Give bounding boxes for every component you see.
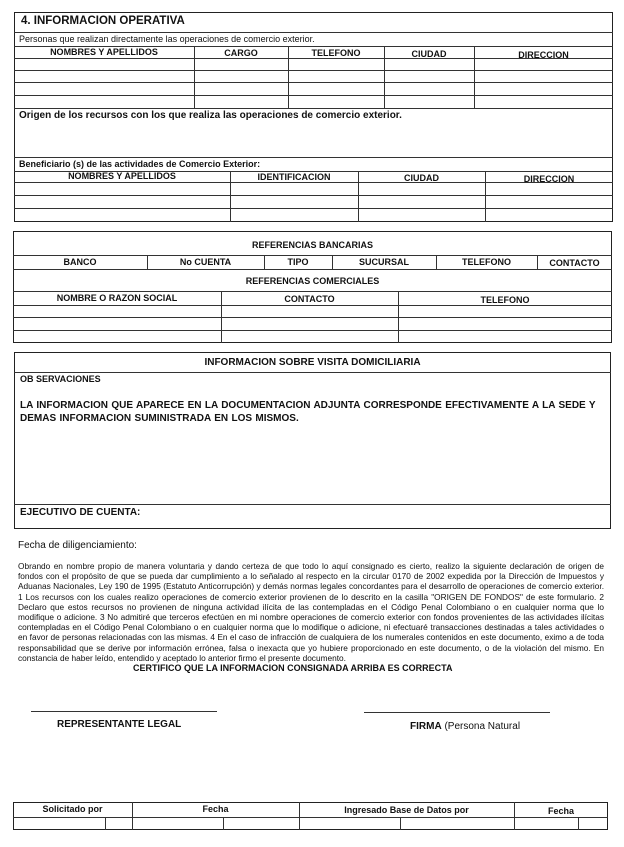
header-direccion-beneficiario: DIRECCION [523,174,575,184]
fecha-label: Fecha de diligenciamiento: [18,540,137,551]
beneficiario-table-row[interactable] [15,183,612,195]
visita-title: INFORMACION SOBRE VISITA DOMICILIARIA [204,357,421,368]
header-ciudad: CIUDAD [411,49,447,59]
footer-fecha-1: Fecha [202,804,229,814]
observaciones-text[interactable]: LA INFORMACION QUE APARECE EN LA DOCUMENTACION ADJUNTA CORRESPONDE EFECTIVAMENTE A LA SEDE Y DEMAS INFORMACION SUMINISTRADA EN LOS MISMOS. [20,400,596,424]
representante-signature-field[interactable] [31,690,217,710]
footer-solicitado: Solicitado por [42,804,103,814]
comerciales-title: REFERENCIAS COMERCIALES [245,276,380,286]
beneficiario-table-row[interactable] [15,209,612,221]
comerciales-table-row[interactable] [14,318,611,330]
firma-text: FIRMA [410,721,442,732]
header-banco: BANCO [63,257,97,267]
header-nombres-beneficiario: NOMBRES Y APELLIDOS [68,171,176,181]
beneficiario-table-row[interactable] [15,196,612,208]
declaracion-text: Obrando en nombre propio de manera voluntaria y dando certeza de que todo lo aquí consignado es cierto, realizo la siguiente declaración de origen de fondos con el propósito de que se pueda dar cumplimiento a lo señalado al respecto en la circular 0170 de 2002 expedida por la Dirección de Impuestos y Aduanas Nacionales, Ley 190 de 1995 (Estatuto Anticorrupción) y demás normas legales concordantes para el desarrollo de operaciones de comercio exterior. 1 Los recursos con los cuales realizo operaciones de comercio exterior provienen de lo descrito en la casilla "ORIGEN DE FONDOS" de este formulario. 2 Declaro que estos recursos no provienen de ninguna actividad ilícita de las contempladas en el Código Penal Colombiano o en cualquier norma que lo modifique o adicione. 3 No admitiré que terceros efectúen en mi nombre operaciones de comercio exterior con fondos provenientes de las actividades ilícitas contempladas en el Código Penal Colombiano o en cualquier norma que lo modifique o adicione, ni efectuaré transacciones destinadas a tales actividades o en favor de personas relacionadas con las mismas. 4 En el caso de infracción de cualquiera de los numerales contenidos en este documento, eximo a de toda responsabilidad que se derive por información errónea, falsa o inexacta que yo hubiere proporcionado en este documento, o de la violación del mismo. En constancia de haber leído, entendido y aceptado lo anterior firmo el presente documento. [18,561,604,663]
beneficiario-label: Beneficiario (s) de las actividades de Comercio Exterior: [19,159,261,169]
header-cargo: CARGO [224,48,258,58]
section-title: 4. INFORMACION OPERATIVA [21,15,185,27]
certifico-text: CERTIFICO QUE LA INFORMACION CONSIGNADA ARRIBA ES CORRECTA [133,663,453,673]
header-cuenta: No CUENTA [179,257,232,267]
footer-solicitado-field[interactable] [14,818,132,829]
header-identificacion: IDENTIFICACION [257,172,331,182]
footer-ingresado: Ingresado Base de Datos por [344,805,469,815]
firma-label [410,721,520,732]
bancarias-title: REFERENCIAS BANCARIAS [251,240,373,250]
footer-fecha-2: Fecha [547,806,574,816]
header-contacto-banco: CONTACTO [549,258,600,268]
comerciales-table-row[interactable] [14,306,611,317]
ejecutivo-label: EJECUTIVO DE CUENTA: [20,507,141,518]
personas-table-row[interactable] [15,96,612,108]
header-contacto-comercial: CONTACTO [284,294,335,304]
personas-table-row[interactable] [15,59,612,70]
section-visita-domiciliaria [14,352,611,529]
header-direccion: DIRECCION [518,50,569,60]
personas-table-row[interactable] [15,83,612,95]
observaciones-label: OB SERVACIONES [20,374,101,384]
firma-suffix: (Persona Natural [444,721,521,732]
footer-ingresado-field[interactable] [300,818,514,829]
header-telefono-banco: TELEFONO [462,257,511,267]
comerciales-table-row[interactable] [14,331,611,342]
header-nombres: NOMBRES Y APELLIDOS [50,47,158,57]
header-sucursal: SUCURSAL [358,257,409,267]
footer-fecha-2-field[interactable] [515,818,607,829]
footer-fecha-1-field[interactable] [133,818,299,829]
header-telefono-comercial: TELEFONO [480,295,530,305]
origen-field[interactable] [15,124,612,156]
firma-signature-field[interactable] [364,691,550,711]
personas-label: Personas que realizan directamente las operaciones de comercio exterior. [19,34,315,44]
origen-label: Origen de los recursos con los que realiza las operaciones de comercio exterior. [19,110,402,121]
header-telefono: TELEFONO [311,48,361,58]
header-razon-social: NOMBRE O RAZON SOCIAL [56,293,178,303]
header-ciudad-beneficiario: CIUDAD [404,173,439,183]
header-tipo: TIPO [287,257,309,267]
personas-table-row[interactable] [15,71,612,82]
representante-label: REPRESENTANTE LEGAL [57,719,182,730]
